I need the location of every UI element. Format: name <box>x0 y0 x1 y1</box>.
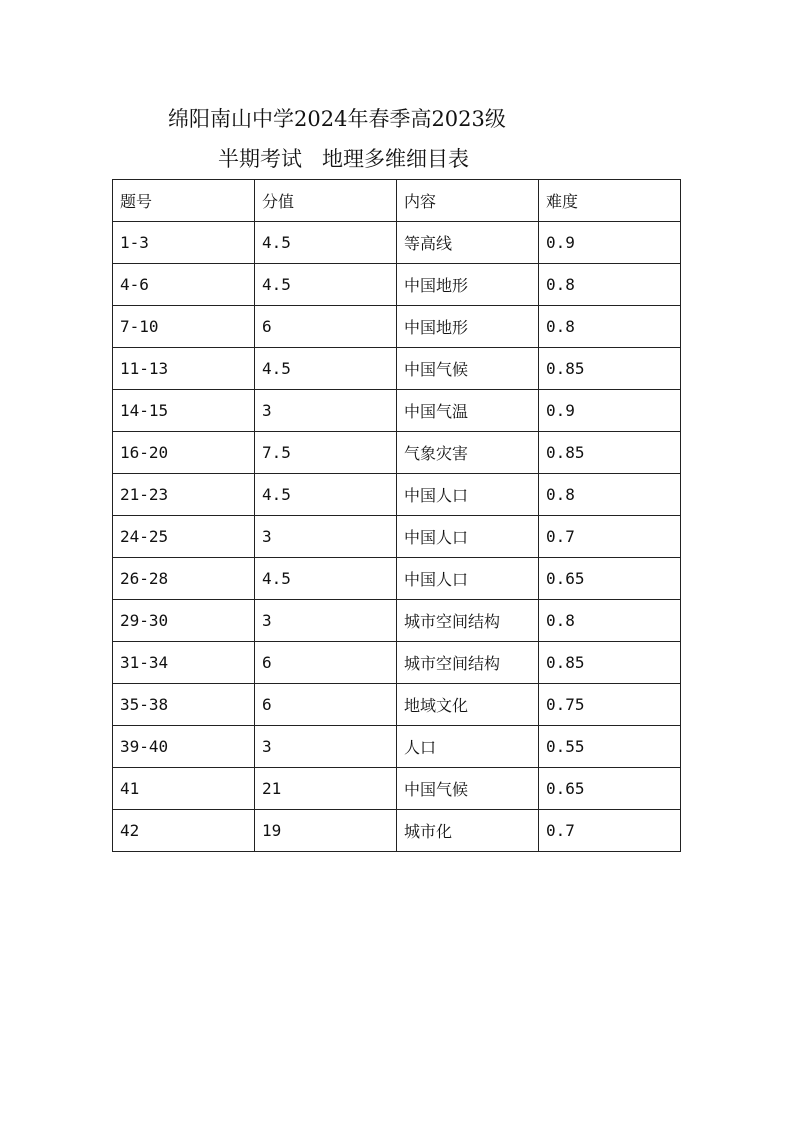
cell-question-number: 14-15 <box>113 390 255 432</box>
cell-difficulty: 0.85 <box>539 348 681 390</box>
cell-difficulty: 0.65 <box>539 558 681 600</box>
cell-content: 中国地形 <box>397 306 539 348</box>
cell-difficulty: 0.85 <box>539 432 681 474</box>
cell-score: 3 <box>255 390 397 432</box>
cell-score: 4.5 <box>255 558 397 600</box>
cell-difficulty: 0.9 <box>539 222 681 264</box>
cell-difficulty: 0.65 <box>539 768 681 810</box>
cell-score: 6 <box>255 306 397 348</box>
cell-score: 6 <box>255 684 397 726</box>
cell-content: 人口 <box>397 726 539 768</box>
table-row <box>113 432 681 474</box>
cell-question-number: 1-3 <box>113 222 255 264</box>
cell-question-number: 39-40 <box>113 726 255 768</box>
cell-question-number: 24-25 <box>113 516 255 558</box>
cell-question-number: 41 <box>113 768 255 810</box>
cell-difficulty: 0.85 <box>539 642 681 684</box>
table-row <box>113 810 681 852</box>
cell-content: 中国地形 <box>397 264 539 306</box>
cell-content: 中国气候 <box>397 768 539 810</box>
cell-difficulty: 0.75 <box>539 684 681 726</box>
cell-question-number: 31-34 <box>113 642 255 684</box>
header-cell-difficulty: 难度 <box>539 180 681 222</box>
table-row <box>113 726 681 768</box>
cell-question-number: 42 <box>113 810 255 852</box>
table-row <box>113 390 681 432</box>
cell-question-number: 29-30 <box>113 600 255 642</box>
cell-score: 21 <box>255 768 397 810</box>
cell-score: 3 <box>255 600 397 642</box>
cell-score: 6 <box>255 642 397 684</box>
cell-difficulty: 0.7 <box>539 810 681 852</box>
cell-question-number: 21-23 <box>113 474 255 516</box>
document-title-line-1: 绵阳南山中学2024年春季高2023级 <box>168 107 506 131</box>
cell-difficulty: 0.55 <box>539 726 681 768</box>
detail-table-body <box>113 180 681 852</box>
cell-difficulty: 0.8 <box>539 306 681 348</box>
detail-table <box>112 179 681 852</box>
table-row <box>113 684 681 726</box>
cell-score: 4.5 <box>255 264 397 306</box>
cell-score: 19 <box>255 810 397 852</box>
cell-difficulty: 0.9 <box>539 390 681 432</box>
cell-score: 3 <box>255 726 397 768</box>
table-row <box>113 600 681 642</box>
cell-difficulty: 0.8 <box>539 264 681 306</box>
cell-content: 地域文化 <box>397 684 539 726</box>
cell-difficulty: 0.8 <box>539 474 681 516</box>
header-cell-question-number: 题号 <box>113 180 255 222</box>
cell-question-number: 16-20 <box>113 432 255 474</box>
table-row <box>113 348 681 390</box>
cell-score: 4.5 <box>255 222 397 264</box>
cell-content: 中国气温 <box>397 390 539 432</box>
header-cell-score: 分值 <box>255 180 397 222</box>
cell-score: 7.5 <box>255 432 397 474</box>
table-row <box>113 768 681 810</box>
cell-difficulty: 0.7 <box>539 516 681 558</box>
cell-question-number: 26-28 <box>113 558 255 600</box>
cell-question-number: 35-38 <box>113 684 255 726</box>
cell-content: 中国气候 <box>397 348 539 390</box>
cell-content: 城市空间结构 <box>397 600 539 642</box>
table-row <box>113 558 681 600</box>
cell-score: 4.5 <box>255 474 397 516</box>
cell-content: 中国人口 <box>397 558 539 600</box>
table-row <box>113 474 681 516</box>
table-row <box>113 264 681 306</box>
cell-content: 等高线 <box>397 222 539 264</box>
cell-difficulty: 0.8 <box>539 600 681 642</box>
cell-score: 3 <box>255 516 397 558</box>
table-row <box>113 306 681 348</box>
cell-content: 中国人口 <box>397 474 539 516</box>
cell-content: 中国人口 <box>397 516 539 558</box>
cell-question-number: 4-6 <box>113 264 255 306</box>
cell-content: 气象灾害 <box>397 432 539 474</box>
table-row <box>113 222 681 264</box>
cell-question-number: 11-13 <box>113 348 255 390</box>
document-title-line-2: 半期考试 地理多维细目表 <box>218 147 470 171</box>
cell-score: 4.5 <box>255 348 397 390</box>
cell-content: 城市化 <box>397 810 539 852</box>
table-row <box>113 642 681 684</box>
cell-question-number: 7-10 <box>113 306 255 348</box>
table-row <box>113 516 681 558</box>
cell-content: 城市空间结构 <box>397 642 539 684</box>
header-cell-content: 内容 <box>397 180 539 222</box>
table-header-row <box>113 180 681 222</box>
